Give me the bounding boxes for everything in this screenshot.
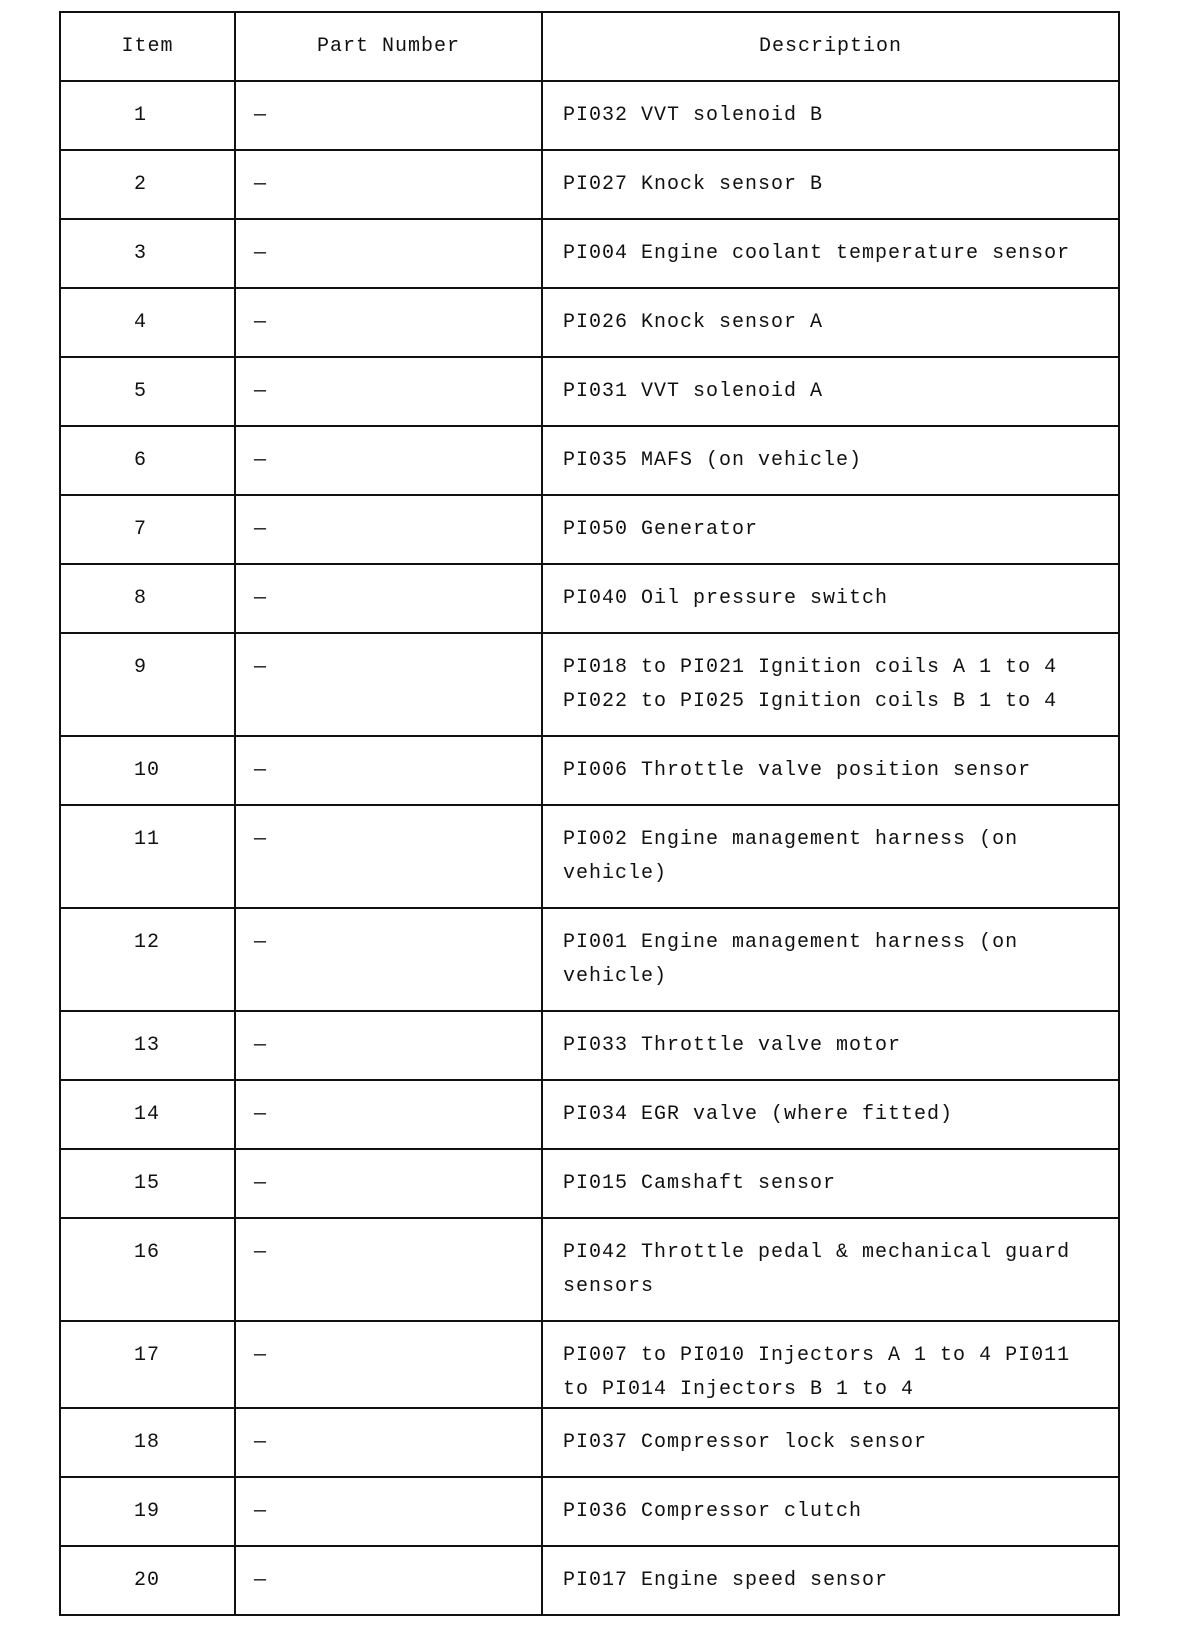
item-cell: 10 (60, 736, 235, 805)
description-cell: PI002 Engine management harness (on vehicle) (542, 805, 1119, 908)
table-row (60, 805, 1119, 908)
part-number-cell: — (235, 736, 542, 805)
description-cell: PI035 MAFS (on vehicle) (542, 426, 1119, 495)
description-cell: PI040 Oil pressure switch (542, 564, 1119, 633)
description-cell: PI033 Throttle valve motor (542, 1011, 1119, 1080)
part-number-cell: — (235, 288, 542, 357)
part-number-cell: — (235, 805, 542, 908)
part-number-cell: — (235, 633, 542, 736)
parts-table-body (60, 81, 1119, 1615)
description-cell: PI018 to PI021 Ignition coils A 1 to 4 PI022 to PI025 Ignition coils B 1 to 4 (542, 633, 1119, 736)
item-cell: 2 (60, 150, 235, 219)
part-number-cell: — (235, 564, 542, 633)
item-cell: 11 (60, 805, 235, 908)
part-number-cell: — (235, 1149, 542, 1218)
description-cell: PI027 Knock sensor B (542, 150, 1119, 219)
table-row (60, 1080, 1119, 1149)
item-cell: 19 (60, 1477, 235, 1546)
description-cell: PI026 Knock sensor A (542, 288, 1119, 357)
table-row (60, 1408, 1119, 1477)
item-cell: 13 (60, 1011, 235, 1080)
part-number-cell: — (235, 357, 542, 426)
item-cell: 9 (60, 633, 235, 736)
item-cell: 15 (60, 1149, 235, 1218)
table-row (60, 1011, 1119, 1080)
item-cell: 4 (60, 288, 235, 357)
description-cell: PI037 Compressor lock sensor (542, 1408, 1119, 1477)
item-cell: 14 (60, 1080, 235, 1149)
table-row (60, 1149, 1119, 1218)
description-cell: PI031 VVT solenoid A (542, 357, 1119, 426)
part-number-cell: — (235, 1546, 542, 1615)
table-row (60, 81, 1119, 150)
item-cell: 18 (60, 1408, 235, 1477)
item-cell: 16 (60, 1218, 235, 1321)
part-number-cell: — (235, 1011, 542, 1080)
item-cell: 17 (60, 1321, 235, 1408)
part-number-cell: — (235, 1408, 542, 1477)
description-cell: PI004 Engine coolant temperature sensor (542, 219, 1119, 288)
table-row (60, 357, 1119, 426)
table-row (60, 1546, 1119, 1615)
item-cell: 8 (60, 564, 235, 633)
parts-table (59, 11, 1120, 1616)
description-cell: PI050 Generator (542, 495, 1119, 564)
table-row (60, 495, 1119, 564)
description-cell: PI001 Engine management harness (on vehicle) (542, 908, 1119, 1011)
table-row (60, 908, 1119, 1011)
table-header-row (60, 12, 1119, 81)
description-cell: PI034 EGR valve (where fitted) (542, 1080, 1119, 1149)
table-row (60, 426, 1119, 495)
table-row (60, 150, 1119, 219)
item-cell: 6 (60, 426, 235, 495)
description-cell: PI036 Compressor clutch (542, 1477, 1119, 1546)
item-cell: 1 (60, 81, 235, 150)
description-column-header: Description (542, 12, 1119, 81)
description-cell: PI007 to PI010 Injectors A 1 to 4 PI011 to PI014 Injectors B 1 to 4 (542, 1321, 1119, 1408)
description-cell: PI017 Engine speed sensor (542, 1546, 1119, 1615)
table-row (60, 633, 1119, 736)
description-cell: PI032 VVT solenoid B (542, 81, 1119, 150)
table-row (60, 219, 1119, 288)
item-cell: 20 (60, 1546, 235, 1615)
table-row (60, 1321, 1119, 1408)
table-row (60, 288, 1119, 357)
part-number-cell: — (235, 1218, 542, 1321)
item-cell: 7 (60, 495, 235, 564)
part-number-cell: — (235, 219, 542, 288)
item-cell: 3 (60, 219, 235, 288)
table-row (60, 1218, 1119, 1321)
part-number-cell: — (235, 1477, 542, 1546)
part-number-cell: — (235, 1321, 542, 1408)
part-number-cell: — (235, 495, 542, 564)
item-cell: 5 (60, 357, 235, 426)
part-number-column-header: Part Number (235, 12, 542, 81)
table-row (60, 564, 1119, 633)
table-row (60, 736, 1119, 805)
item-cell: 12 (60, 908, 235, 1011)
part-number-cell: — (235, 426, 542, 495)
description-cell: PI042 Throttle pedal & mechanical guard sensors (542, 1218, 1119, 1321)
part-number-cell: — (235, 1080, 542, 1149)
part-number-cell: — (235, 150, 542, 219)
part-number-cell: — (235, 81, 542, 150)
description-cell: PI015 Camshaft sensor (542, 1149, 1119, 1218)
part-number-cell: — (235, 908, 542, 1011)
description-cell: PI006 Throttle valve position sensor (542, 736, 1119, 805)
item-column-header: Item (60, 12, 235, 81)
table-row (60, 1477, 1119, 1546)
